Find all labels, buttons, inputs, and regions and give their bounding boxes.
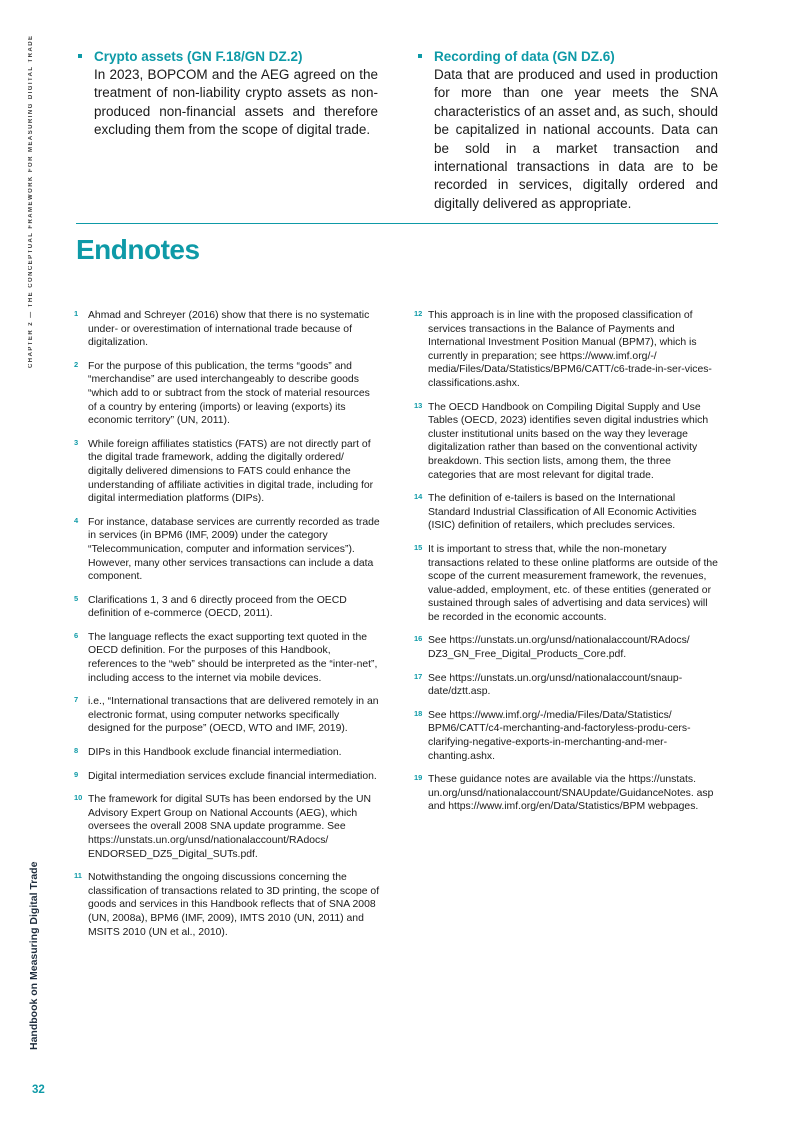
- bullet-column-left: [76, 48, 378, 140]
- chapter-label: CHAPTER 2 — THE CONCEPTUAL FRAMEWORK FOR MEASURING DIGITAL TRADE: [28, 34, 34, 368]
- endnote-item: [74, 594, 380, 621]
- endnote-number: 1: [74, 309, 79, 318]
- endnote-number: 14: [414, 492, 423, 502]
- square-bullet-icon: [78, 54, 82, 58]
- endnote-item: [74, 746, 380, 760]
- endnote-item: [74, 360, 380, 428]
- endnote-text: The definition of e-tailers is based on the International Standard Industrial Classification of All Economic Activities (ISIC) definition of retailers, which precludes services.: [428, 493, 697, 532]
- endnote-text: Notwithstanding the ongoing discussions concerning the classification of transactions related to 3D printing, the scope of goods and services in this Handbook reflects that of SNA 2008 (UN, 2008a), BPM6 (IMF, 2009), IMTS 2010 (UN, 2011) and MSITS 2010 (UN et al., 2010).: [88, 872, 380, 938]
- endnote-text: While foreign affiliates statistics (FATS) are not directly part of the digital trade framework, adding the digitally ordered/ digitally delivered dimensions to FATS could enhance the understanding of affiliate activities in digital trade, including for digital intermediation platforms (DIPs).: [88, 438, 374, 505]
- endnote-text: See https://unstats.un.org/unsd/nationalaccount/snaup-date/dztt.asp.: [428, 672, 683, 698]
- square-bullet-icon: [418, 54, 422, 58]
- endnote-item: [414, 709, 720, 763]
- section-divider: [76, 223, 718, 224]
- endnote-number: 9: [74, 769, 79, 779]
- endnote-item: [74, 631, 380, 685]
- endnote-item: [414, 672, 720, 699]
- endnote-number: 10: [74, 793, 83, 803]
- endnote-number: 18: [414, 708, 423, 718]
- endnote-number: 7: [74, 695, 79, 705]
- bullet-column-right: [416, 48, 718, 213]
- endnote-text: The framework for digital SUTs has been endorsed by the UN Advisory Expert Group on National Accounts (AEG), which oversees the overall 2008 SNA update programme. See https://unstats.un.org/unsd/nationalaccount/RAdocs/ ENDORSED_DZ5_Digital_SUTs.pdf.: [88, 794, 371, 860]
- endnote-text: See https://www.imf.org/-/media/Files/Data/Statistics/ BPM6/CATT/c4-merchanting-and-factoryless-produ-cers-clarifying-negative-exports-in-merchanting-and-mer-chanting.ashx.: [428, 709, 691, 762]
- bullet-title: Crypto assets (GN F.18/GN DZ.2): [94, 49, 303, 64]
- endnote-item: [74, 793, 380, 861]
- endnote-text: For instance, database services are currently recorded as trade in services (in BPM6 (IMF, 2009) under the category “Telecommunication, computer and information services”). However, many other services transactions can include a data component.: [88, 516, 380, 583]
- endnote-item: [414, 634, 720, 661]
- endnote-item: [414, 309, 720, 391]
- endnote-text: It is important to stress that, while the non-monetary transactions related to these online platforms are outside of the scope of the current measurement framework, the revenues, value-added, employment, etc. of these entities (generated or sustained through sales of advertising and data services) will be recorded in the economic accounts.: [428, 543, 718, 623]
- bullet-item: [76, 48, 378, 140]
- endnote-number: 19: [414, 773, 423, 783]
- endnote-item: [414, 773, 720, 814]
- endnote-number: 15: [414, 542, 423, 552]
- bullet-item: [416, 48, 718, 213]
- endnote-text: For the purpose of this publication, the terms “goods” and “merchandise” are used interchangeably to describe goods “which add to or subtract from the stock of material resources of a country by entering (imports) or leaving (exports) its economic territory” (UN, 2011).: [88, 360, 370, 427]
- endnote-number: 12: [414, 309, 423, 318]
- endnote-item: [414, 401, 720, 483]
- endnote-number: 8: [74, 746, 79, 756]
- endnote-item: [74, 438, 380, 506]
- endnote-number: 4: [74, 515, 79, 525]
- endnote-text: Ahmad and Schreyer (2016) show that there is no systematic under- or overestimation of international trade because of digitalization.: [88, 310, 370, 349]
- endnote-text: Digital intermediation services exclude financial intermediation.: [88, 770, 377, 782]
- endnote-number: 11: [74, 871, 82, 881]
- endnotes-column-left: [74, 309, 380, 949]
- endnote-item: [74, 695, 380, 736]
- endnote-text: See https://unstats.un.org/unsd/nationalaccount/RAdocs/ DZ3_GN_Free_Digital_Products_Core.pdf.: [428, 635, 690, 661]
- endnote-text: The language reflects the exact supporting text quoted in the OECD definition. For the purposes of this Handbook, references to the “web” should be interpreted as the “inter-net”, including access to the internet via mobile devices.: [88, 631, 378, 684]
- endnote-item: [74, 871, 380, 939]
- endnote-text: This approach is in line with the proposed classification of services transactions in the Balance of Payments and International Investment Position Manual (BPM7), which is currently in preparation; see https://www.imf.org/-/ media/Files/Data/Statistics/BPM6/CATT/c6-trade-in-ser-vices-classifications.ashx.: [428, 310, 712, 389]
- endnote-number: 5: [74, 593, 79, 603]
- endnote-text: i.e., “International transactions that are delivered remotely in an electronic format, using computer networks specifically designed for the purpose” (OECD, WTO and IMF, 2019).: [88, 696, 379, 735]
- bullet-text: Data that are produced and used in production for more than one year meets the SNA characteristics of an asset and, as such, should be capitalized in national accounts. Data can be sold in a market transaction and international transactions in data are to be recorded in services, digitally ordered and digitally delivered as appropriate.: [434, 67, 718, 211]
- endnote-number: 13: [414, 400, 423, 410]
- endnote-item: [414, 492, 720, 533]
- handbook-label: Handbook on Measuring Digital Trade: [28, 861, 40, 1050]
- endnote-text: The OECD Handbook on Compiling Digital Supply and Use Tables (OECD, 2023) identifies seven digital industries which cluster institutional units based on the way they leverage digitalization rather than based on the conventional activity breakdown. This section lists, among them, the three categories that are most relevant for digital trade.: [428, 401, 709, 481]
- endnote-number: 16: [414, 634, 423, 644]
- endnote-text: DIPs in this Handbook exclude financial intermediation.: [88, 747, 342, 759]
- endnote-text: These guidance notes are available via the https://unstats. un.org/unsd/nationalaccount/SNAUpdate/GuidanceNotes. asp and https://www.imf.org/en/Data/Statistics/BPM webpages.: [428, 774, 714, 813]
- endnote-item: [74, 770, 380, 784]
- endnote-number: 6: [74, 630, 79, 640]
- bullet-text: In 2023, BOPCOM and the AEG agreed on the treatment of non-liability crypto assets as non-produced non-financial assets and therefore excluding them from the scope of digital trade.: [94, 67, 378, 138]
- endnote-item: [74, 516, 380, 584]
- endnote-item: [74, 309, 380, 350]
- endnote-item: [414, 543, 720, 625]
- endnotes-column-right: [414, 309, 720, 824]
- endnote-number: 3: [74, 437, 79, 447]
- endnote-text: Clarifications 1, 3 and 6 directly proceed from the OECD definition of e-commerce (OECD, 2011).: [88, 594, 347, 620]
- endnotes-heading: Endnotes: [76, 234, 200, 265]
- bullet-title: Recording of data (GN DZ.6): [434, 49, 615, 64]
- endnote-number: 17: [414, 671, 423, 681]
- page-number: 32: [32, 1084, 45, 1096]
- endnote-number: 2: [74, 359, 79, 369]
